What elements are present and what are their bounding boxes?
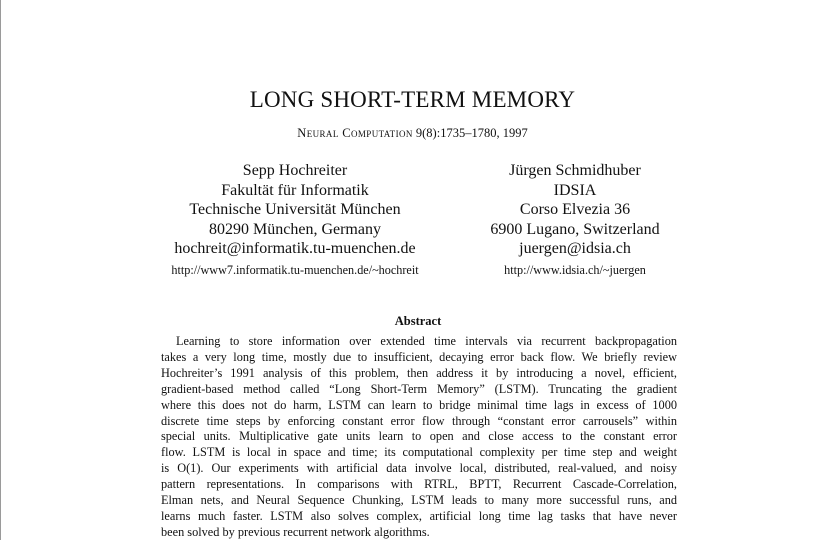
abstract-heading: Abstract: [394, 314, 442, 328]
abstract-line: special units. Multiplicative gate units learn to open and close access to the constant error: [161, 429, 677, 444]
abstract-body: [161, 334, 677, 541]
abstract-line: Learning to store information over extended time intervals via recurrent backpropagation: [176, 334, 677, 348]
abstract-line: discrete time steps by enforcing constant error flow through “constant error carrousels” within: [161, 413, 677, 428]
author-name: Jürgen Schmidhuber: [509, 162, 641, 179]
author-block-hochreiter: [140, 161, 450, 280]
abstract-line: been solved by previous recurrent network algorithms.: [161, 524, 430, 539]
author-email: juergen@idsia.ch: [519, 240, 631, 258]
author-email: hochreit@informatik.tu-muenchen.de: [174, 240, 416, 258]
abstract-line: is O(1). Our experiments with artificial data involve local, distributed, real-valued, and noisy: [161, 461, 677, 476]
journal-citation: [0, 125, 825, 141]
author-homepage-url: http://www.idsia.ch/~juergen: [504, 262, 646, 277]
abstract-line: gradient-based method called “Long Short-Term Memory” (LSTM). Truncating the gradient: [161, 381, 677, 396]
author-block-schmidhuber: [468, 161, 682, 280]
abstract-line: Hochreiter’s 1991 analysis of this problem, then address it by introducing a novel, efficient,: [161, 365, 677, 380]
author-affiliation-line: Corso Elvezia 36: [519, 201, 631, 219]
author-homepage-url: http://www7.informatik.tu-muenchen.de/~hochreit: [171, 262, 419, 277]
author-affiliation-line: Fakultät für Informatik: [221, 181, 369, 199]
abstract-line: where this does not do harm, LSTM can learn to bridge minimal time lags in excess of 1000: [161, 397, 677, 412]
author-affiliation-line: Technische Universität München: [189, 201, 401, 219]
author-affiliation-line: 6900 Lugano, Switzerland: [490, 220, 660, 238]
paper-title: LONG SHORT-TERM MEMORY: [249, 87, 576, 112]
abstract-line: Elman nets, and Neural Sequence Chunking, LSTM leads to many more successful runs, and: [161, 493, 677, 508]
abstract-line: pattern representations. In comparisons with RTRL, BPTT, Recurrent Cascade-Correlation,: [161, 477, 677, 492]
abstract-line: takes a very long time, mostly due to insufficient, decaying error back flow. We briefly review: [161, 349, 677, 364]
journal-volume: 9(8):1735–1780, 1997: [415, 126, 528, 140]
author-name: Sepp Hochreiter: [242, 162, 348, 179]
author-affiliation-line: 80290 München, Germany: [209, 220, 381, 238]
author-affiliation-line: IDSIA: [553, 181, 597, 199]
journal-name: Neural Computation: [297, 126, 413, 140]
abstract-line: learns much faster. LSTM also solves complex, artificial long time lag tasks that have never: [161, 508, 677, 523]
abstract-line: flow. LSTM is local in space and time; its computational complexity per time step and weight: [161, 445, 677, 460]
